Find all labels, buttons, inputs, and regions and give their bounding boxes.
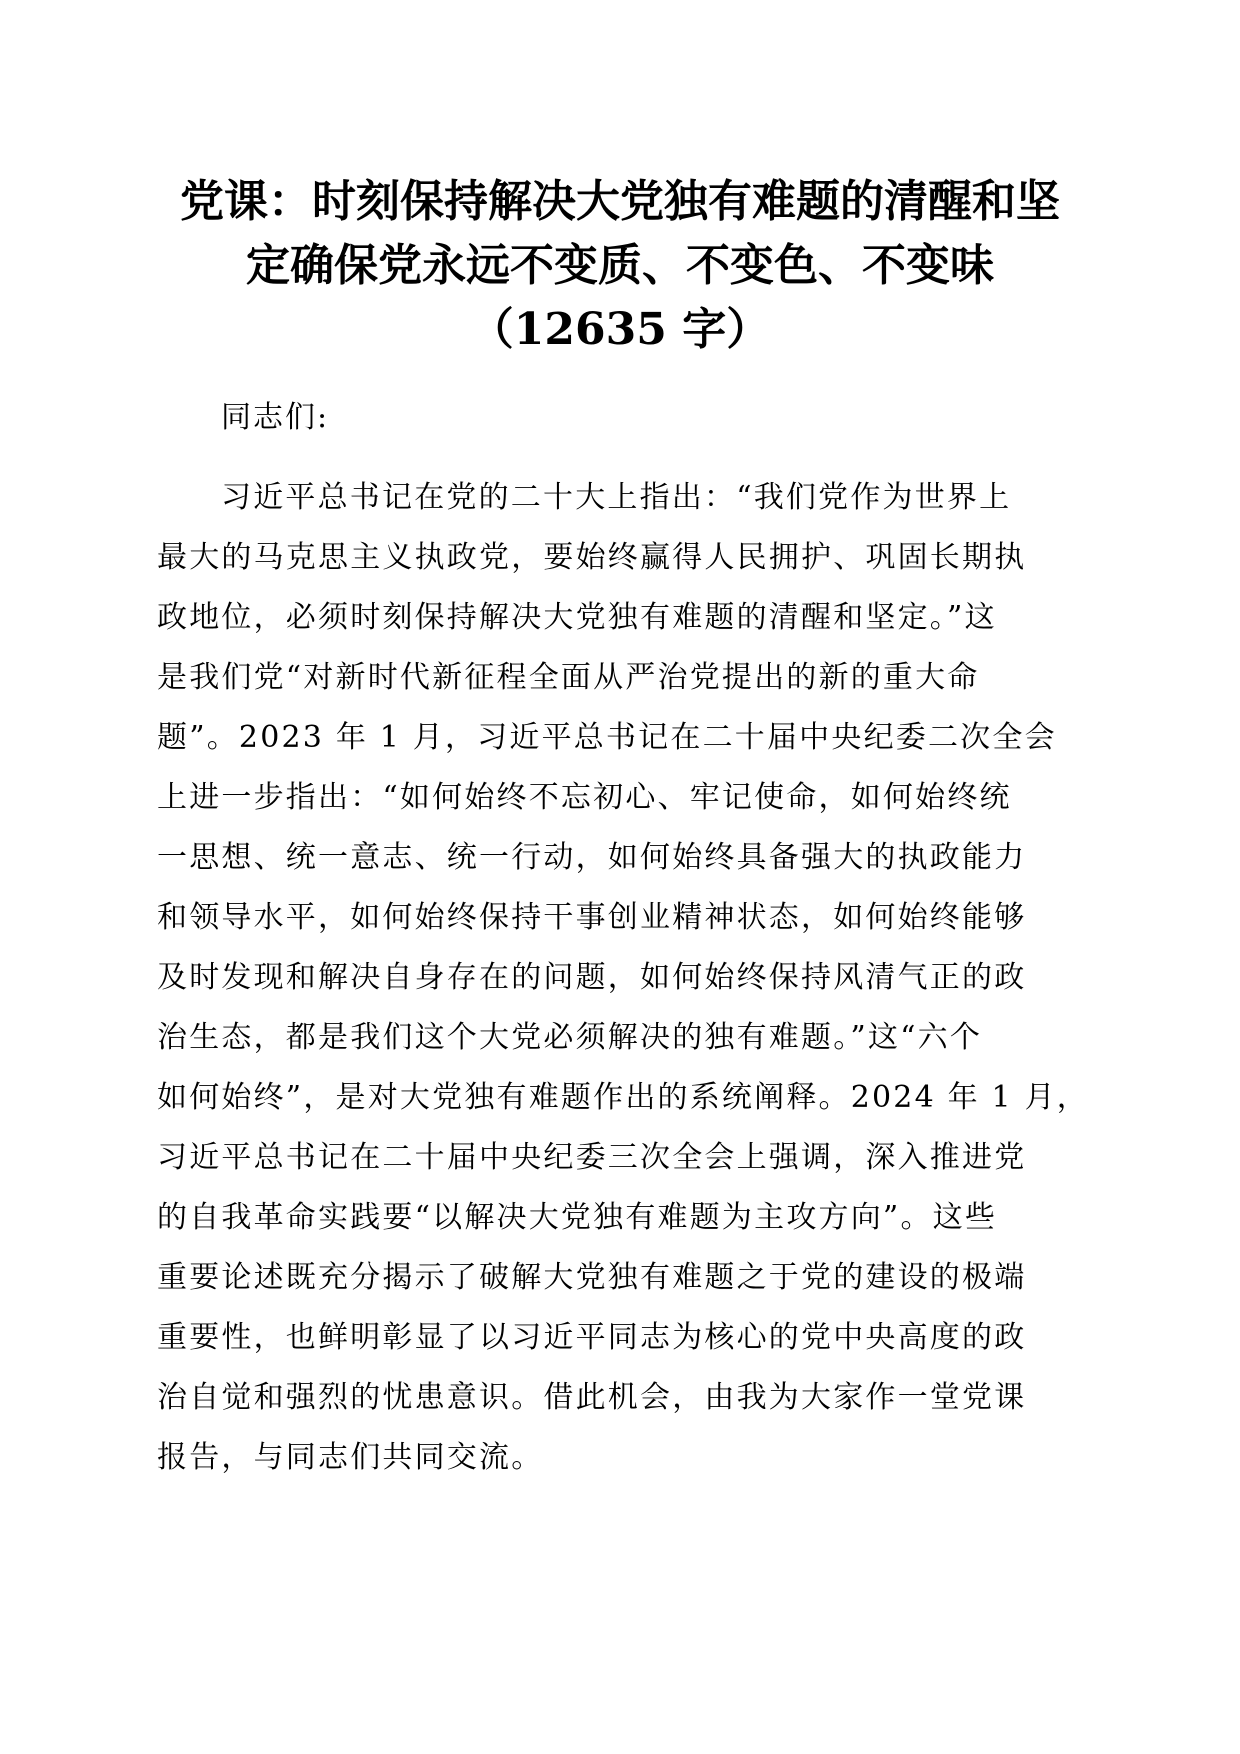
paragraph-line: 治生态，都是我们这个大党必须解决的独有难题。”这“六个 — [157, 1020, 983, 1055]
paragraph-line: 题”。2023 年 1 月，习近平总书记在二十届中央纪委二次全会 — [157, 720, 1057, 755]
paragraph-line: 和领导水平，如何始终保持干事创业精神状态，如何始终能够 — [157, 900, 1027, 935]
paragraph-line: 及时发现和解决自身存在的问题，如何始终保持风清气正的政 — [157, 960, 1027, 995]
paragraph-line: 是我们党“对新时代新征程全面从严治党提出的新的重大命 — [157, 660, 980, 695]
paragraph-line: 治自觉和强烈的忧患意识。借此机会，由我为大家作一堂党课 — [157, 1380, 1027, 1415]
paragraph-line: 习近平总书记在党的二十大上指出：“我们党作为世界上 — [221, 480, 1012, 515]
paragraph-line: 报告，与同志们共同交流。 — [157, 1440, 544, 1475]
paragraph-line: 重要论述既充分揭示了破解大党独有难题之于党的建设的极端 — [157, 1260, 1027, 1295]
paragraph-1 — [157, 468, 1089, 1488]
document-title — [140, 170, 1100, 362]
paragraph-line: 政地位，必须时刻保持解决大党独有难题的清醒和坚定。”这 — [157, 600, 997, 635]
paragraph-line: 最大的马克思主义执政党，要始终赢得人民拥护、巩固长期执 — [157, 540, 1027, 575]
title-word-count: （12635 字） — [469, 304, 771, 355]
salutation: 同志们: — [221, 400, 330, 435]
title-line-1: 党课：时刻保持解决大党独有难题的清醒和坚 — [180, 176, 1060, 227]
paragraph-line: 习近平总书记在二十届中央纪委三次全会上强调，深入推进党 — [157, 1140, 1027, 1175]
paragraph-line: 重要性，也鲜明彰显了以习近平同志为核心的党中央高度的政 — [157, 1320, 1027, 1355]
paragraph-line: 上进一步指出：“如何始终不忘初心、牢记使命，如何始终统 — [157, 780, 1012, 815]
paragraph-line: 如何始终”，是对大党独有难题作出的系统阐释。2024 年 1 月， — [157, 1080, 1089, 1115]
document-body — [157, 388, 1089, 1488]
title-line-2: 定确保党永远不变质、不变色、不变味 — [246, 240, 994, 291]
paragraph-line: 的自我革命实践要“以解决大党独有难题为主攻方向”。这些 — [157, 1200, 998, 1235]
paragraph-line: 一思想、统一意志、统一行动，如何始终具备强大的执政能力 — [157, 840, 1027, 875]
